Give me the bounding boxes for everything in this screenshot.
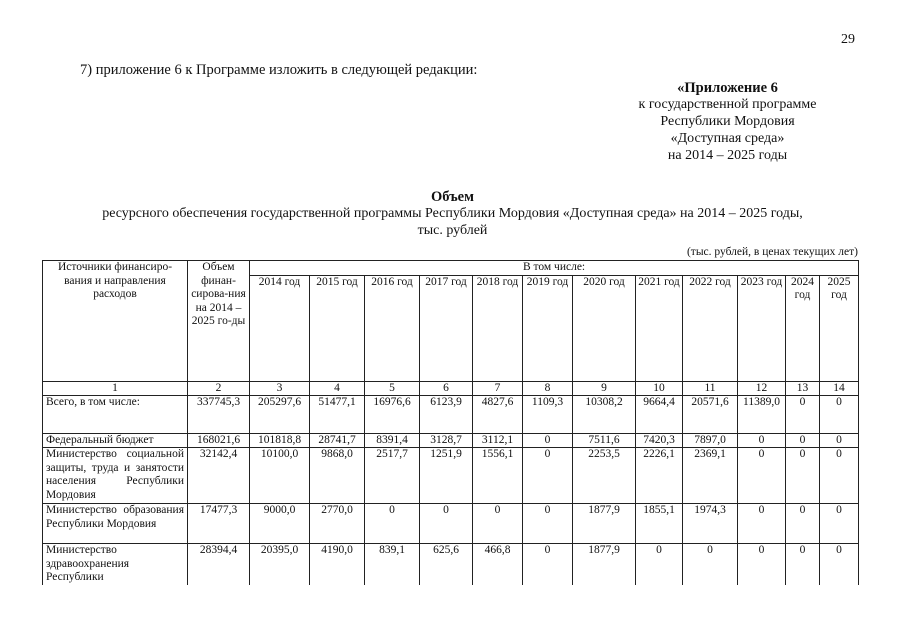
table-cell: 28741,7 (310, 433, 365, 448)
table-heading-subtitle: ресурсного обеспечения государственной программы Республики Мордовия «Доступная среда» на 2014 – 2025 годы, (102, 206, 803, 221)
table-row (43, 433, 859, 448)
row-source-label: Министерство социальной защиты, труда и занятости населения Республики Мордовия (43, 448, 188, 504)
table-cell: 0 (473, 504, 523, 544)
column-number: 6 (420, 381, 473, 395)
table-cell: 9868,0 (310, 448, 365, 504)
table-cell: 101818,8 (250, 433, 310, 448)
table-cell: 10308,2 (573, 395, 636, 433)
table-cell: 3128,7 (420, 433, 473, 448)
table-cell: 32142,4 (188, 448, 250, 504)
column-number: 12 (738, 381, 786, 395)
table-cell: 1877,9 (573, 504, 636, 544)
table-cell: 0 (683, 544, 738, 585)
table-cell: 0 (738, 433, 786, 448)
header-year: 2016 год (365, 275, 420, 381)
row-source-label: Министерство образования Республики Мордовия (43, 504, 188, 544)
table-cell: 7897,0 (683, 433, 738, 448)
units-note: (тыс. рублей, в ценах текущих лет) (686, 246, 858, 258)
column-number: 11 (683, 381, 738, 395)
header-volume: Объем финан-сирова-ния на 2014 – 2025 го-ды (188, 261, 250, 382)
table-heading-title: Объем (431, 189, 474, 205)
table-cell: 0 (786, 448, 820, 504)
column-number: 14 (820, 381, 859, 395)
header-year: 2015 год (310, 275, 365, 381)
intro-text: 7) приложение 6 к Программе изложить в следующей редакции: (80, 62, 478, 78)
header-year: 2021 год (636, 275, 683, 381)
table-heading-units: тыс. рублей (417, 223, 488, 238)
header-including: В том числе: (250, 261, 859, 276)
table-cell: 1974,3 (683, 504, 738, 544)
header-year: 2025 год (820, 275, 859, 381)
table-cell: 0 (786, 544, 820, 585)
table-cell: 0 (820, 504, 859, 544)
table-cell: 0 (636, 544, 683, 585)
table-cell: 168021,6 (188, 433, 250, 448)
header-year: 2022 год (683, 275, 738, 381)
table-cell: 0 (420, 504, 473, 544)
table-cell: 7511,6 (573, 433, 636, 448)
table-cell: 6123,9 (420, 395, 473, 433)
table-row (43, 395, 859, 433)
budget-table (42, 260, 859, 585)
table-cell: 0 (786, 504, 820, 544)
table-cell: 0 (786, 433, 820, 448)
table-cell: 205297,6 (250, 395, 310, 433)
page-number: 29 (841, 32, 855, 47)
table-cell: 17477,3 (188, 504, 250, 544)
appendix-line: «Доступная среда» (670, 131, 785, 146)
table-cell: 1855,1 (636, 504, 683, 544)
table-cell: 2226,1 (636, 448, 683, 504)
header-year: 2017 год (420, 275, 473, 381)
row-source-label: Федеральный бюджет (43, 433, 188, 448)
row-source-label: Министерство здравоохранения Республики (43, 544, 188, 585)
header-year: 2019 год (523, 275, 573, 381)
column-number: 7 (473, 381, 523, 395)
table-cell: 2253,5 (573, 448, 636, 504)
table-cell: 0 (365, 504, 420, 544)
header-source: Источники финансиро-вания и направления расходов (43, 261, 188, 382)
table-cell: 16976,6 (365, 395, 420, 433)
header-year: 2014 год (250, 275, 310, 381)
column-number: 1 (43, 381, 188, 395)
table-cell: 9000,0 (250, 504, 310, 544)
table-cell: 20395,0 (250, 544, 310, 585)
table-cell: 1251,9 (420, 448, 473, 504)
appendix-line: Республики Мордовия (660, 114, 795, 129)
column-number: 10 (636, 381, 683, 395)
table-cell: 1109,3 (523, 395, 573, 433)
table-cell: 0 (738, 504, 786, 544)
column-number: 9 (573, 381, 636, 395)
table-row (43, 448, 859, 504)
table-cell: 839,1 (365, 544, 420, 585)
table-cell: 0 (820, 395, 859, 433)
appendix-line: к государственной программе (638, 97, 817, 112)
appendix-line: на 2014 – 2025 годы (667, 148, 788, 163)
column-number: 3 (250, 381, 310, 395)
table-cell: 11389,0 (738, 395, 786, 433)
column-number: 8 (523, 381, 573, 395)
header-year: 2020 год (573, 275, 636, 381)
table-cell: 10100,0 (250, 448, 310, 504)
table-cell: 625,6 (420, 544, 473, 585)
table-cell: 2770,0 (310, 504, 365, 544)
table-cell: 0 (786, 395, 820, 433)
table-cell: 0 (738, 544, 786, 585)
table-cell: 3112,1 (473, 433, 523, 448)
table-cell: 0 (738, 448, 786, 504)
table-cell: 1877,9 (573, 544, 636, 585)
table-cell: 337745,3 (188, 395, 250, 433)
table-cell: 28394,4 (188, 544, 250, 585)
table-cell: 0 (523, 544, 573, 585)
table-cell: 4190,0 (310, 544, 365, 585)
table-cell: 2517,7 (365, 448, 420, 504)
table-cell: 20571,6 (683, 395, 738, 433)
column-number: 13 (786, 381, 820, 395)
column-number: 4 (310, 381, 365, 395)
table-cell: 0 (523, 504, 573, 544)
table-cell: 466,8 (473, 544, 523, 585)
header-year: 2024 год (786, 275, 820, 381)
table-cell: 0 (523, 448, 573, 504)
table-row (43, 504, 859, 544)
table-cell: 4827,6 (473, 395, 523, 433)
column-number: 2 (188, 381, 250, 395)
table-row (43, 544, 859, 585)
table-cell: 7420,3 (636, 433, 683, 448)
header-year: 2018 год (473, 275, 523, 381)
table-cell: 0 (820, 433, 859, 448)
table-cell: 0 (523, 433, 573, 448)
table-cell: 51477,1 (310, 395, 365, 433)
table-cell: 2369,1 (683, 448, 738, 504)
row-source-label: Всего, в том числе: (43, 395, 188, 433)
table-cell: 9664,4 (636, 395, 683, 433)
appendix-title: «Приложение 6 (677, 80, 778, 96)
table-cell: 8391,4 (365, 433, 420, 448)
table-cell: 0 (820, 448, 859, 504)
column-number: 5 (365, 381, 420, 395)
header-year: 2023 год (738, 275, 786, 381)
table-cell: 1556,1 (473, 448, 523, 504)
table-cell: 0 (820, 544, 859, 585)
